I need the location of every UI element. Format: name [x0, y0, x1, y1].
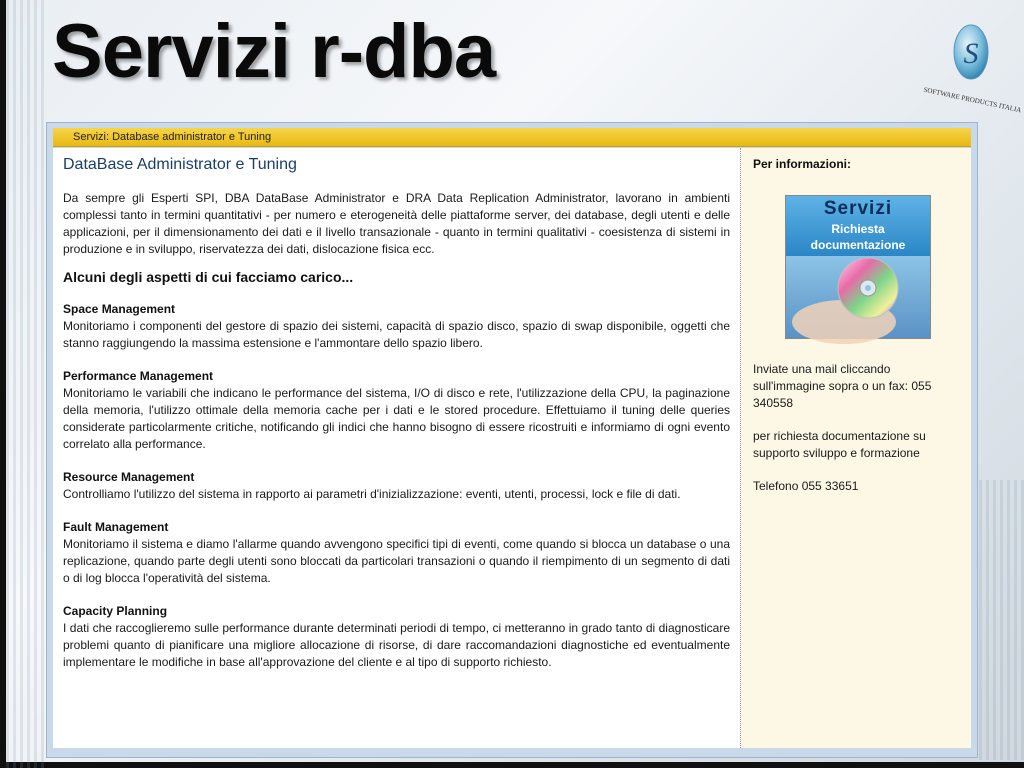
svg-text:SOFTWARE PRODUCTS ITALIA: SOFTWARE PRODUCTS ITALIA: [922, 85, 1023, 115]
topic-title: Resource Management: [63, 470, 195, 484]
topic-fault-management: [63, 519, 730, 587]
aspects-heading: Alcuni degli aspetti di cui facciamo carico...: [63, 269, 354, 285]
topic-title: Fault Management: [63, 520, 169, 534]
phone-number: Telefono 055 33651: [753, 479, 859, 493]
topic-performance-management: [63, 368, 730, 453]
topic-body: Monitoriamo il sistema e diamo l'allarme quando avvengono specifici tipi di eventi, come quando si blocca un database o una replicazione, quando parte degli utenti sono bloccati da particolari transazioni o quando il riempimento di un segmento di dati o di log blocca l'operatività del sistema.: [63, 537, 730, 585]
documentation-request-banner[interactable]: [785, 195, 931, 339]
info-sidebar: [741, 148, 971, 748]
slide-title: Servizi r-dba: [52, 9, 496, 94]
topic-title: Performance Management: [63, 369, 214, 383]
topic-resource-management: [63, 469, 730, 503]
web-page-frame: [46, 122, 978, 758]
banner-subtitle: Richiesta: [831, 222, 885, 236]
page-heading: DataBase Administrator e Tuning: [63, 156, 297, 173]
banner-artwork: [786, 256, 930, 338]
topic-title: Capacity Planning: [63, 604, 168, 618]
intro-paragraph: Da sempre gli Esperti SPI, DBA DataBase Administrator e DRA Data Replication Administrator, lavorano in ambienti complessi tanto in termini quantitativi - per numero e eterogeneità delle piattaforme server, dei database, degli utenti e delle applicazioni, per il dimensionamento dei dati e il livello transazionale - quanto in termini qualitativi - coesistenza di sistemi in produzione e in sviluppo, riservatezza dei dati, dislocazione fisica ecc.: [63, 191, 730, 256]
main-content: [53, 148, 741, 748]
banner-title: Servizi: [823, 198, 893, 219]
topic-body: Controlliamo l'utilizzo del sistema in rapporto ai parametri d'inizializzazione: eventi, utenti, processi, lock e file di dati.: [63, 487, 681, 501]
topic-space-management: [63, 301, 730, 352]
background-decoration-right: [979, 480, 1024, 760]
topic-body: I dati che raccoglieremo sulle performance durante determinati periodi di tempo, ci metteranno in grado tanto di diagnosticare problemi quanto di pianificare una migliore allocazione di risorse, di dare raccomandazioni diagnostiche ed eventualmente implementare le modifiche in base all'approvazione del cliente e al tipo di supporto richiesto.: [63, 621, 730, 669]
company-logo: [922, 18, 1023, 128]
topic-body: Monitoriamo i componenti del gestore di spazio dei sistemi, capacità di spazio disco, spazio di swap disponibile, oggetti che stanno raggiungendo la massima estensione e l'ammontare dello spazio libero.: [63, 319, 730, 350]
cd-disc-icon: [786, 256, 930, 338]
topic-capacity-planning: [63, 603, 730, 671]
topic-title: Space Management: [63, 302, 176, 316]
sidebar-heading: Per informazioni:: [753, 157, 852, 171]
breadcrumb: Servizi: Database administrator e Tuning: [53, 128, 971, 147]
svg-text:S: S: [963, 37, 979, 70]
contact-instructions: Inviate una mail cliccando sull'immagine sopra o un fax: 055 340558: [753, 362, 932, 410]
slide-frame-bottom: [0, 762, 1024, 768]
documentation-note: per richiesta documentazione su supporto sviluppo e formazione: [753, 429, 926, 460]
banner-subtitle-2: documentazione: [810, 238, 906, 252]
background-decoration: [6, 0, 46, 768]
topic-body: Monitoriamo le variabili che indicano le performance del sistema, I/O di disco e rete, l'utilizzazione della CPU, la paginazione della memoria, l'utilizzo ottimale della memoria cache per i dati e le stored procedure. Effettuiamo il tuning delle queries considerate particolarmente critiche, notificando gli indici che hanno bisogno di essere ricostruiti e informiamo di ogni evento correlato alla performance.: [63, 386, 730, 451]
